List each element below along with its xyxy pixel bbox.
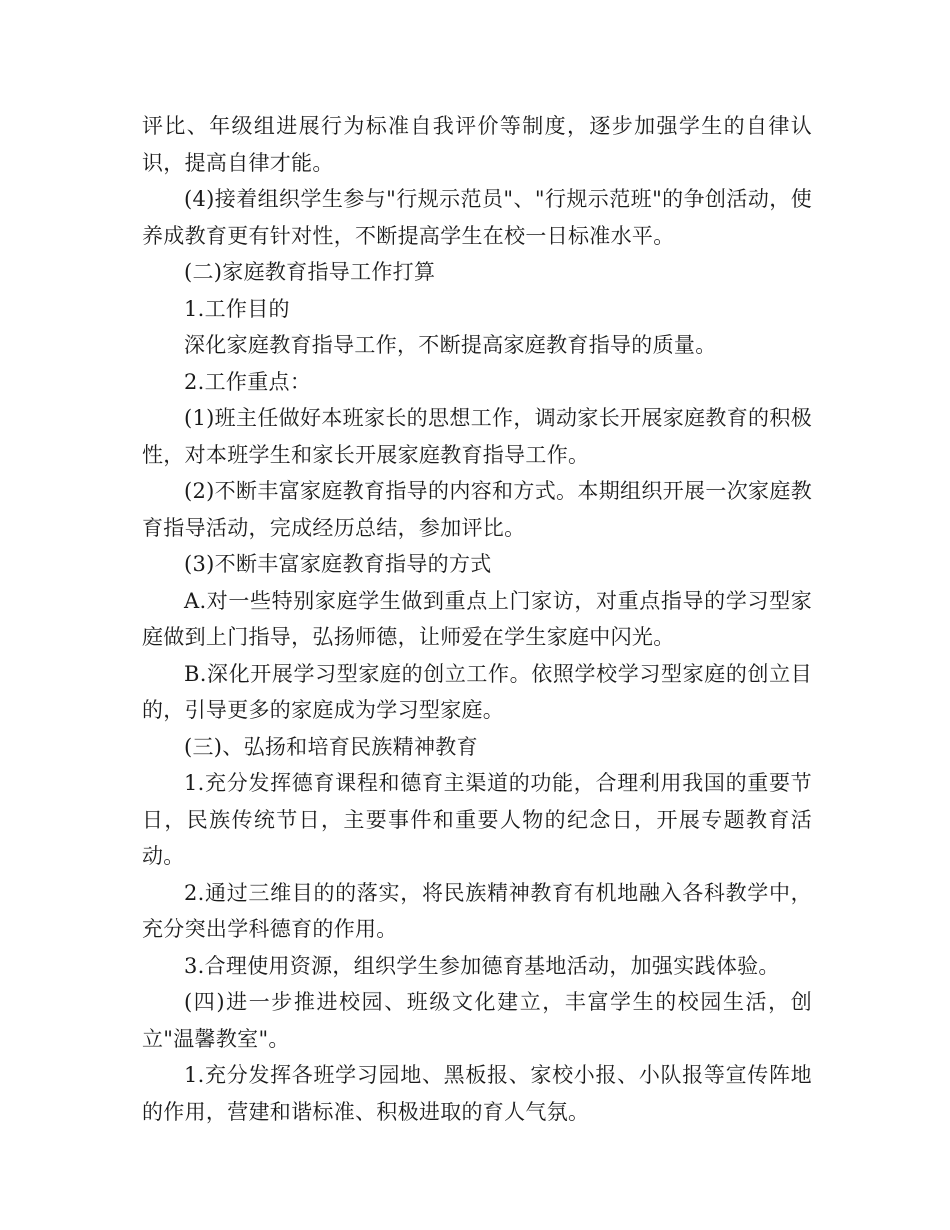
subheading: 1.工作目的 [184, 296, 290, 321]
paragraph: (1)班主任做好本班家长的思想工作，调动家长开展家庭教育的积极性，对本班学生和家长开展家庭教育指导工作。 [142, 406, 812, 467]
paragraph: 3.合理使用资源，组织学生参加德育基地活动，加强实践体验。 [184, 953, 780, 978]
section-heading: (三)、弘扬和培育民族精神教育 [184, 734, 478, 759]
paragraph: (3)不断丰富家庭教育指导的方式 [184, 552, 492, 576]
paragraph: A.对一些特别家庭学生做到重点上门家访，对重点指导的学习型家庭做到上门指导，弘扬师德，让师爱在学生家庭中闪光。 [142, 588, 812, 649]
paragraph: 2.通过三维目的的落实，将民族精神教育有机地融入各科教学中，充分突出学科德育的作用。 [142, 880, 812, 941]
paragraph: (2)不断丰富家庭教育指导的内容和方式。本期组织开展一次家庭教育指导活动，完成经历总结，参加评比。 [142, 479, 812, 540]
subheading: 2.工作重点： [184, 369, 312, 394]
paragraph: B.深化开展学习型家庭的创立工作。依照学校学习型家庭的创立目的，引导更多的家庭成为学习型家庭。 [142, 661, 812, 722]
paragraph: (4)接着组织学生参与"行规示范员"、"行规示范班"的争创活动，使养成教育更有针对性，不断提高学生在校一日标准水平。 [142, 187, 812, 248]
paragraph: 1.充分发挥德育课程和德育主渠道的功能，合理利用我国的重要节日，民族传统节日，主要事件和重要人物的纪念日，开展专题教育活动。 [142, 771, 812, 868]
paragraph: 深化家庭教育指导工作，不断提高家庭教育指导的质量。 [184, 333, 717, 357]
section-heading: (四)进一步推进校园、班级文化建立，丰富学生的校园生活，创立"温馨教室"。 [142, 990, 812, 1051]
section-heading: (二)家庭教育指导工作打算 [184, 260, 436, 284]
document-body [142, 108, 812, 1130]
paragraph: 评比、年级组进展行为标准自我评价等制度，逐步加强学生的自律认识，提高自律才能。 [142, 114, 812, 175]
paragraph: 1.充分发挥各班学习园地、黑板报、家校小报、小队报等宣传阵地的作用，营建和谐标准、积极进取的育人气氛。 [142, 1063, 812, 1124]
